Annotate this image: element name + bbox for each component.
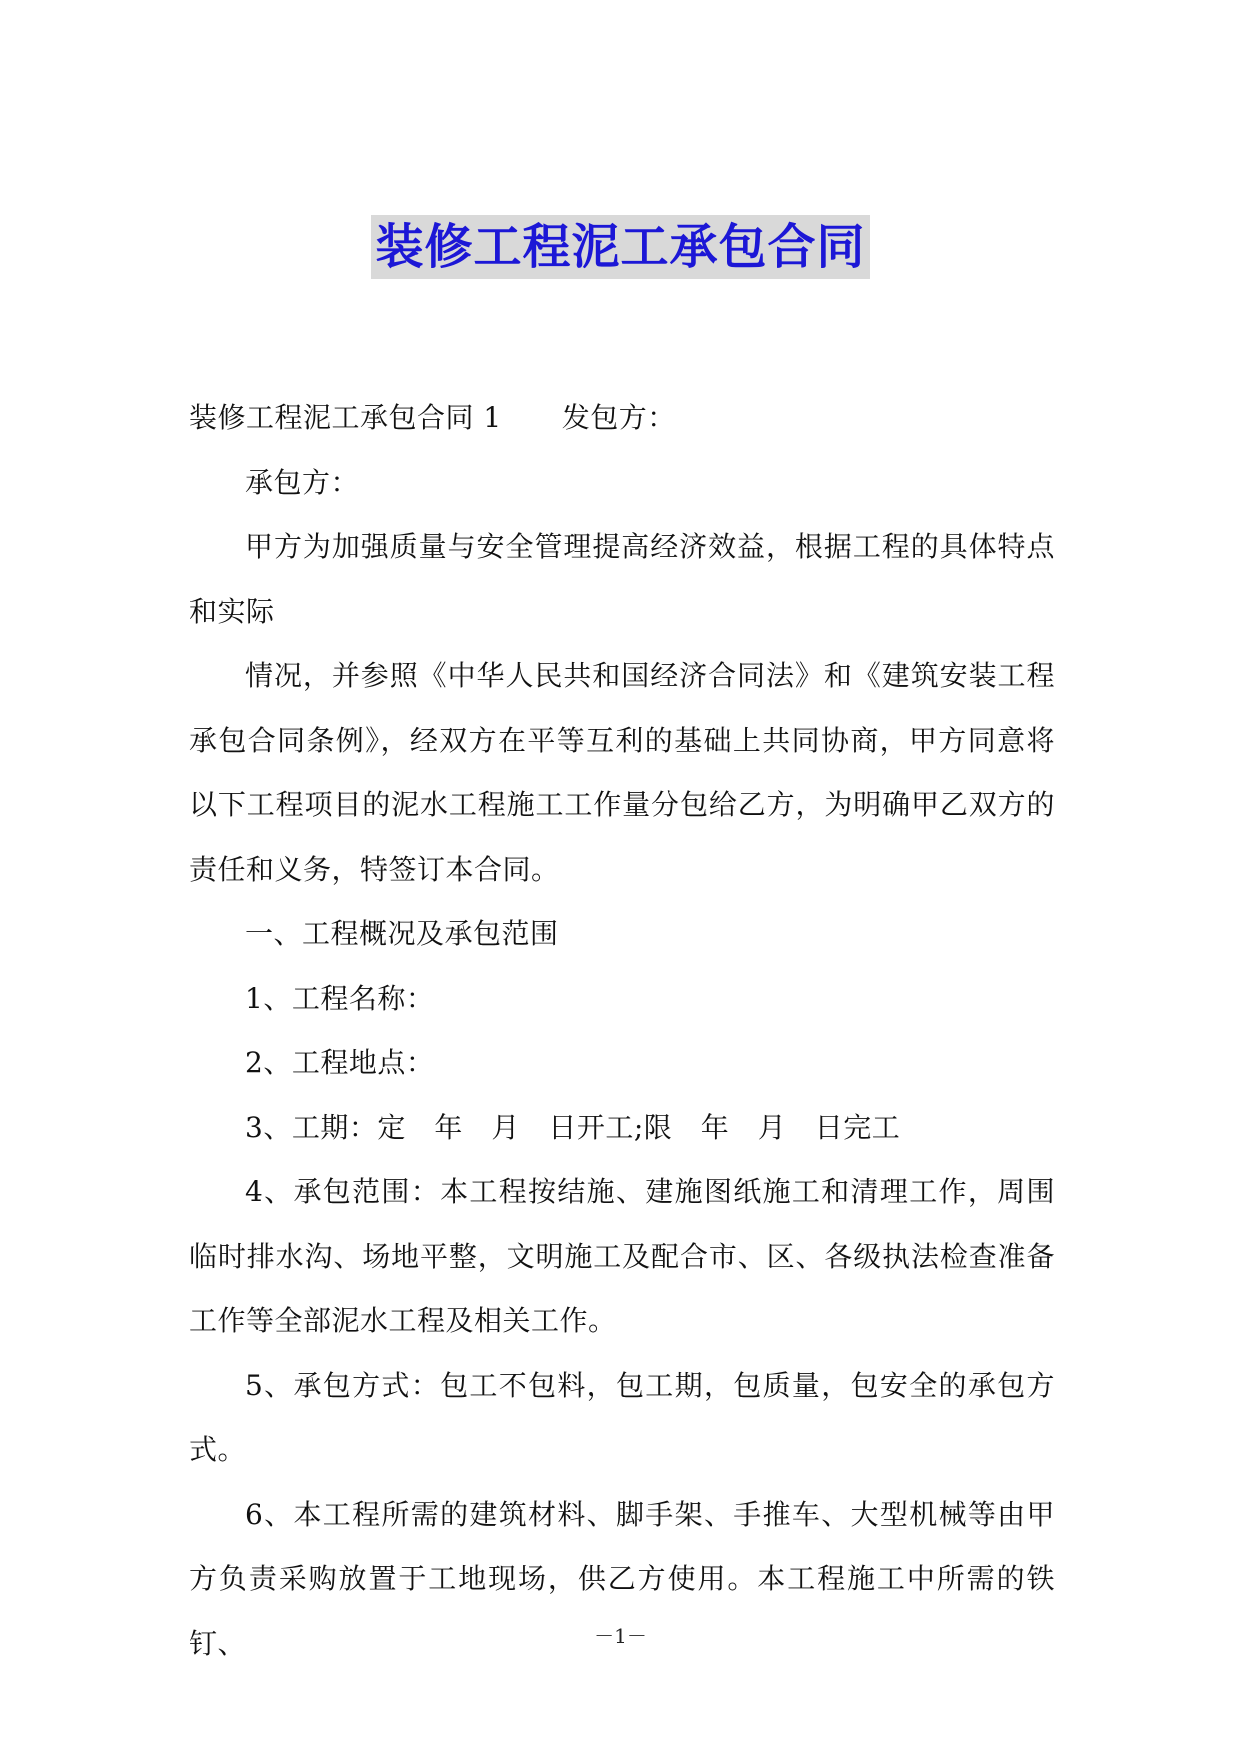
contract-heading-line	[189, 386, 1055, 451]
item-contract-method: 5、承包方式：包工不包料，包工期，包质量，包安全的承包方式。	[189, 1368, 1055, 1466]
paragraph-basis: 情况，并参照《中华人民共和国经济合同法》和《建筑安装工程承包合同条例》，经双方在平等互利的基础上共同协商，甲方同意将以下工程项目的泥水工程施工工作量分包给乙方，为明确甲乙双方的责任和义务，特签订本合同。	[189, 659, 1055, 886]
item-materials: 6、本工程所需的建筑材料、脚手架、手推车、大型机械等由甲方负责采购放置于工地现场，供乙方使用。本工程施工中所需的铁钉、	[189, 1497, 1055, 1660]
paragraph-purpose: 甲方为加强质量与安全管理提高经济效益，根据工程的具体特点和实际	[189, 530, 1055, 628]
contract-number-label: 装修工程泥工承包合同 1	[189, 401, 502, 434]
document-body	[189, 386, 1055, 1676]
item-schedule: 3、工期：定 年 月 日开工;限 年 月 日完工	[245, 1110, 901, 1144]
page-number: －1－	[594, 1624, 647, 1648]
item-project-name: 1、工程名称：	[245, 981, 435, 1015]
item-project-location: 2、工程地点：	[245, 1046, 435, 1079]
employer-label: 发包方：	[561, 401, 676, 434]
document-title: 装修工程泥工承包合同	[371, 215, 869, 279]
paragraph-contractor: 承包方：	[245, 465, 360, 499]
item-scope: 4、承包范围：本工程按结施、建施图纸施工和清理工作，周围临时排水沟、场地平整，文明施工及配合市、区、各级执法检查准备工作等全部泥水工程及相关工作。	[189, 1175, 1055, 1337]
section-heading-1: 一、工程概况及承包范围	[245, 917, 559, 950]
title-container	[0, 215, 1241, 279]
